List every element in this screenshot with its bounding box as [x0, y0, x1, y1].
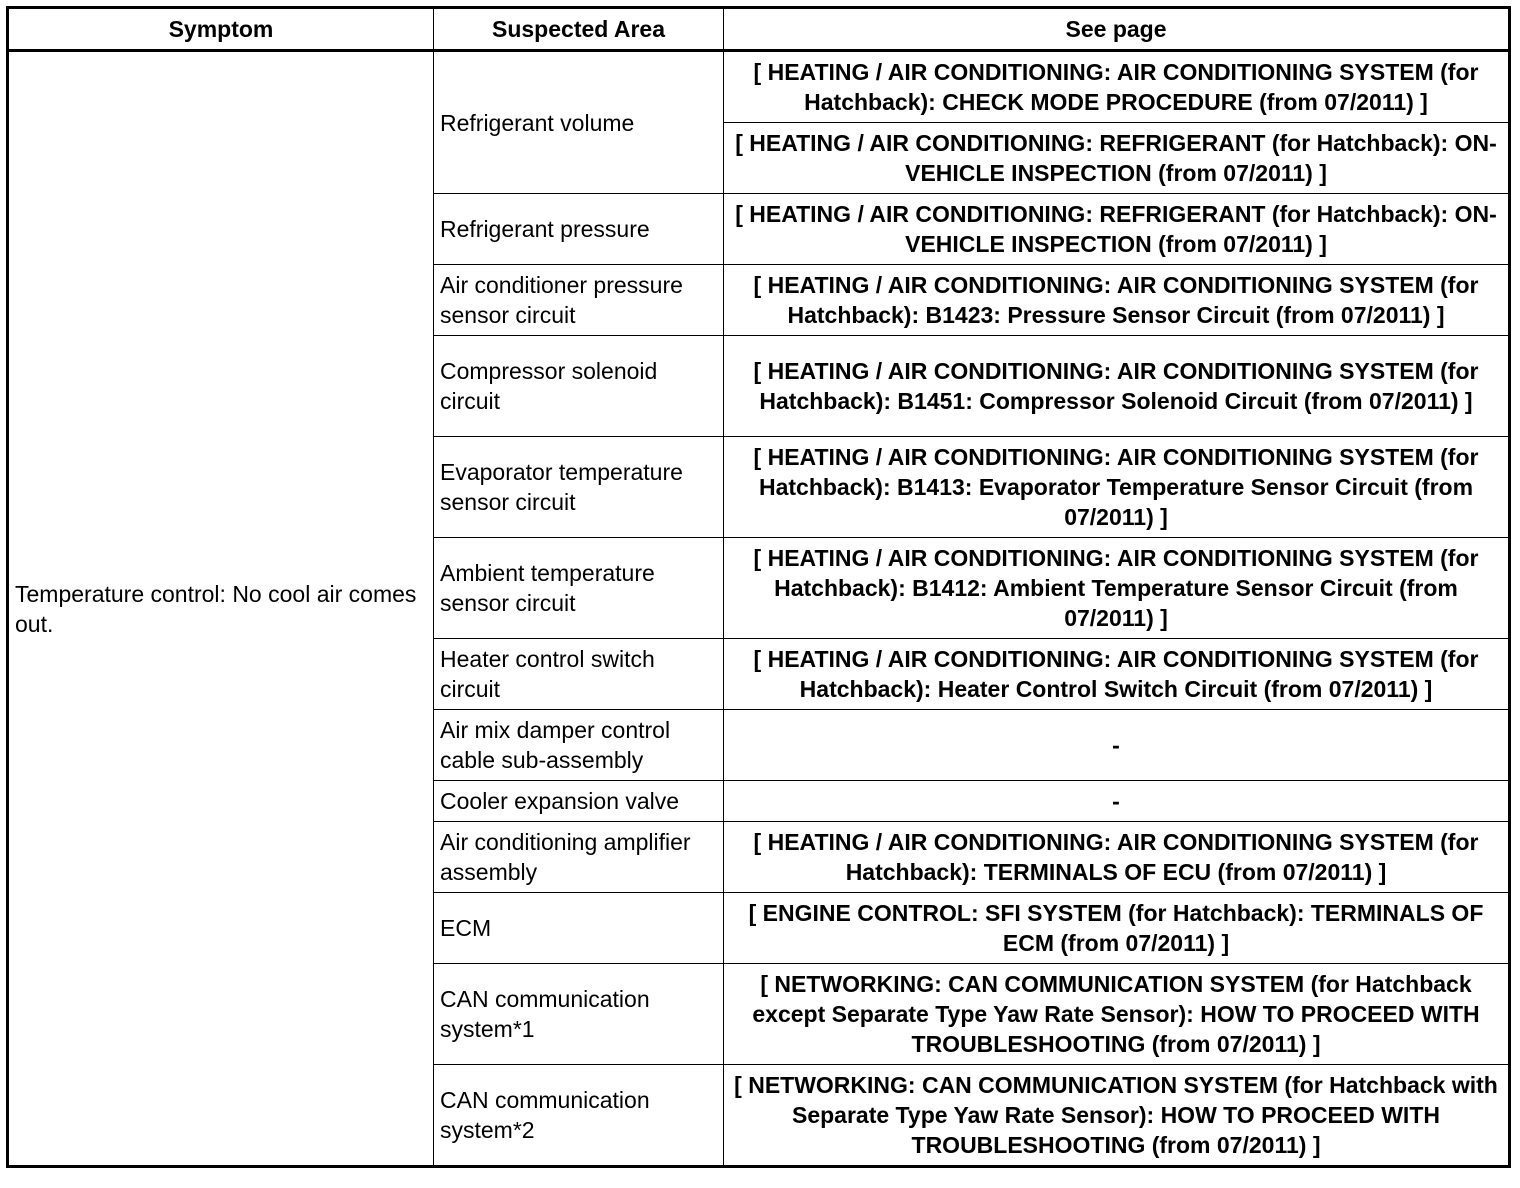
- see-page-link[interactable]: [ ENGINE CONTROL: SFI SYSTEM (for Hatchback): TERMINALS OF ECM (from 07/2011) ]: [724, 893, 1510, 964]
- header-row: [8, 8, 1510, 51]
- see-page-link[interactable]: [ HEATING / AIR CONDITIONING: AIR CONDITIONING SYSTEM (for Hatchback): B1413: Evaporator Temperature Sensor Circuit (from 07/2011) ]: [724, 437, 1510, 538]
- see-page-link[interactable]: [ HEATING / AIR CONDITIONING: REFRIGERANT (for Hatchback): ON-VEHICLE INSPECTION (from 07/2011) ]: [724, 123, 1510, 194]
- suspected-area-cell: Compressor solenoid circuit: [434, 336, 724, 437]
- problem-symptoms-table: [6, 6, 1511, 1168]
- see-page-link[interactable]: [ HEATING / AIR CONDITIONING: REFRIGERANT (for Hatchback): ON-VEHICLE INSPECTION (from 07/2011) ]: [724, 194, 1510, 265]
- suspected-area-cell: Air conditioning amplifier assembly: [434, 822, 724, 893]
- see-page-link[interactable]: [ NETWORKING: CAN COMMUNICATION SYSTEM (for Hatchback with Separate Type Yaw Rate Sensor): HOW TO PROCEED WITH TROUBLESHOOTING (from 07/2011) ]: [724, 1065, 1510, 1167]
- suspected-area-cell: CAN communication system*2: [434, 1065, 724, 1167]
- header-see-page: See page: [724, 8, 1510, 51]
- suspected-area-cell: ECM: [434, 893, 724, 964]
- suspected-area-cell: Evaporator temperature sensor circuit: [434, 437, 724, 538]
- see-page-link[interactable]: [ NETWORKING: CAN COMMUNICATION SYSTEM (for Hatchback except Separate Type Yaw Rate Sensor): HOW TO PROCEED WITH TROUBLESHOOTING (from 07/2011) ]: [724, 964, 1510, 1065]
- suspected-area-cell: Air mix damper control cable sub-assembly: [434, 710, 724, 781]
- symptom-cell: Temperature control: No cool air comes out.: [8, 51, 434, 1167]
- see-page-link[interactable]: [ HEATING / AIR CONDITIONING: AIR CONDITIONING SYSTEM (for Hatchback): TERMINALS OF ECU (from 07/2011) ]: [724, 822, 1510, 893]
- see-page-dash: -: [724, 710, 1510, 781]
- suspected-area-cell: Cooler expansion valve: [434, 781, 724, 822]
- header-suspected-area: Suspected Area: [434, 8, 724, 51]
- suspected-area-cell: Refrigerant pressure: [434, 194, 724, 265]
- see-page-link[interactable]: [ HEATING / AIR CONDITIONING: AIR CONDITIONING SYSTEM (for Hatchback): B1423: Pressure Sensor Circuit (from 07/2011) ]: [724, 265, 1510, 336]
- see-page-link[interactable]: [ HEATING / AIR CONDITIONING: AIR CONDITIONING SYSTEM (for Hatchback): B1451: Compressor Solenoid Circuit (from 07/2011) ]: [724, 336, 1510, 437]
- see-page-dash: -: [724, 781, 1510, 822]
- see-page-link[interactable]: [ HEATING / AIR CONDITIONING: AIR CONDITIONING SYSTEM (for Hatchback): Heater Control Switch Circuit (from 07/2011) ]: [724, 639, 1510, 710]
- table-row: [8, 51, 1510, 123]
- see-page-link[interactable]: [ HEATING / AIR CONDITIONING: AIR CONDITIONING SYSTEM (for Hatchback): B1412: Ambient Temperature Sensor Circuit (from 07/2011) ]: [724, 538, 1510, 639]
- suspected-area-cell: CAN communication system*1: [434, 964, 724, 1065]
- header-symptom: Symptom: [8, 8, 434, 51]
- suspected-area-cell: Ambient temperature sensor circuit: [434, 538, 724, 639]
- see-page-link[interactable]: [ HEATING / AIR CONDITIONING: AIR CONDITIONING SYSTEM (for Hatchback): CHECK MODE PROCEDURE (from 07/2011) ]: [724, 51, 1510, 123]
- suspected-area-cell: Air conditioner pressure sensor circuit: [434, 265, 724, 336]
- suspected-area-cell: Heater control switch circuit: [434, 639, 724, 710]
- suspected-area-cell: Refrigerant volume: [434, 51, 724, 194]
